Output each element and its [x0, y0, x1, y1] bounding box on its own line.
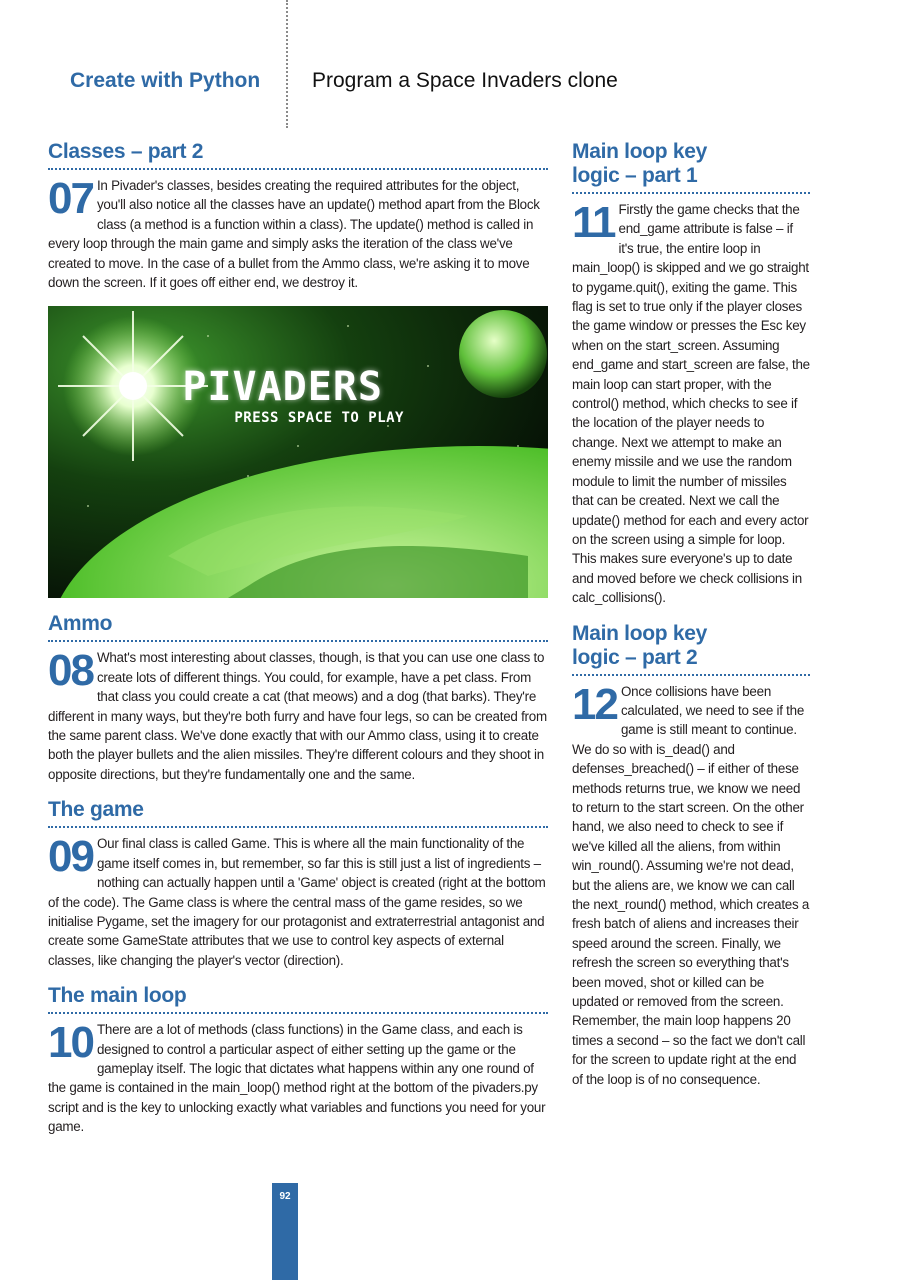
header-divider: [286, 0, 288, 128]
section-text: There are a lot of methods (class functions) in the Game class, and each is designed to control a particular aspect of either setting up the game or the gameplay itself. The logic that dictates what happens within any one round of the game is contained in the main_loop() method right at the bottom of the pivaders.py script and is the key to unlocking exactly what variables and functions you need for your game.: [48, 1022, 546, 1135]
section-heading: [572, 140, 810, 194]
section-10: [48, 984, 548, 1136]
step-number: 08: [48, 646, 93, 696]
heading-line-1: Main loop key: [572, 140, 707, 163]
section-body: [572, 200, 810, 608]
section-heading: The game: [48, 798, 548, 828]
section-body: [572, 679, 810, 1090]
space-background: [48, 306, 548, 598]
step-number: 11: [572, 198, 615, 247]
page-number: 92: [279, 1191, 291, 1202]
section-text: Firstly the game checks that the end_game attribute is false – if it's true, the entire loop in main_loop() is skipped and we go straight to pygame.quit(), exiting the game. This flag is set to true only if the player closes the game window or presses the Esc key when on the start_screen. Assuming end_game and start_screen are false, the main loop can start proper, with the control() method, which checks to see if the location of the player needs to change. Next we attempt to make an enemy missile and we use the random module to limit the number of missiles that can be created. Next we call the update() method for each and every actor on the screen using a simple for loop. This makes sure everyone's up to date and moved before we check collisions in calc_collisions().: [572, 202, 810, 606]
step-number: 10: [48, 1018, 93, 1068]
section-body: [48, 648, 548, 784]
section-label: Create with Python: [70, 69, 261, 92]
game-title: PIVADERS: [182, 364, 383, 411]
section-09: [48, 798, 548, 970]
right-column: [572, 140, 810, 1103]
step-number: 09: [48, 832, 93, 882]
section-body: [48, 834, 548, 970]
section-07: [48, 140, 548, 292]
page-title: Program a Space Invaders clone: [312, 69, 618, 92]
section-heading: [572, 622, 810, 676]
page-number-tab: [272, 1183, 298, 1280]
section-text: Once collisions have been calculated, we need to see if the game is still meant to continue. We do so with is_dead() and defenses_breached() – if either of these methods returns true, we know we need to return to the start screen. On the other hand, we also need to check to see if we've killed all the aliens, from within win_round(). Assuming we're not dead, but the aliens are, we know we can call the next_round() method, which creates a fresh batch of aliens and increases their speed around the screen. Finally, we refresh the screen so everything that's been moved, shot or killed can be updated or removed from the screen. Remember, the main loop happens 20 times a second – so the fact we don't call for the screen to update right at the end of the loop is of no consequence.: [572, 683, 810, 1087]
section-body: [48, 176, 548, 292]
heading-line-2: logic – part 2: [572, 645, 698, 669]
section-heading: The main loop: [48, 984, 548, 1014]
section-text: What's most interesting about classes, though, is that you can use one class to create lots of different things. You could, for example, have a pet class. From that class you could create a cat (that meows) and a dog (that barks). They're different in many ways, but they're both furry and have four legs, so can be created from the same parent class. We've done exactly that with our Ammo class, using it to create both the player bullets and the alien missiles. They're different colours and they shoot in opposite directions, but they're fundamentally one and the same.: [48, 650, 547, 782]
section-heading: Ammo: [48, 612, 548, 642]
left-column: [48, 140, 548, 1151]
step-number: 12: [572, 679, 617, 729]
section-heading: Classes – part 2: [48, 140, 548, 170]
section-08: [48, 612, 548, 784]
section-text: In Pivader's classes, besides creating the required attributes for the object, you'll also notice all the classes have an update() method apart from the Block class (a method is a function within a class). The update() method is called in every loop through the main game and simply asks the iteration of the class we've created to move. In the case of a bullet from the Ammo class, we're asking it to move down the screen. If it goes off either end, we destroy it.: [48, 178, 540, 291]
press-space-prompt: PRESS SPACE TO PLAY: [234, 410, 404, 427]
section-text: Our final class is called Game. This is where all the main functionality of the game itself comes in, but remember, so far this is still just a list of ingredients – nothing can actually happen until a 'Game' object is created (right at the bottom of the code). The Game class is where the central mass of the game resides, so we initialise Pygame, set the imagery for our protagonist and extraterrestrial antagonist and create some GameState attributes that we use to control key aspects of external classes, like changing the player's vector (direction).: [48, 836, 546, 968]
section-12: [572, 622, 810, 1090]
heading-line-2: logic – part 1: [572, 164, 698, 187]
step-number: 07: [48, 174, 93, 223]
section-body: [48, 1020, 548, 1136]
game-screenshot: [48, 306, 548, 598]
section-11: [572, 140, 810, 608]
heading-line-1: Main loop key: [572, 621, 707, 645]
